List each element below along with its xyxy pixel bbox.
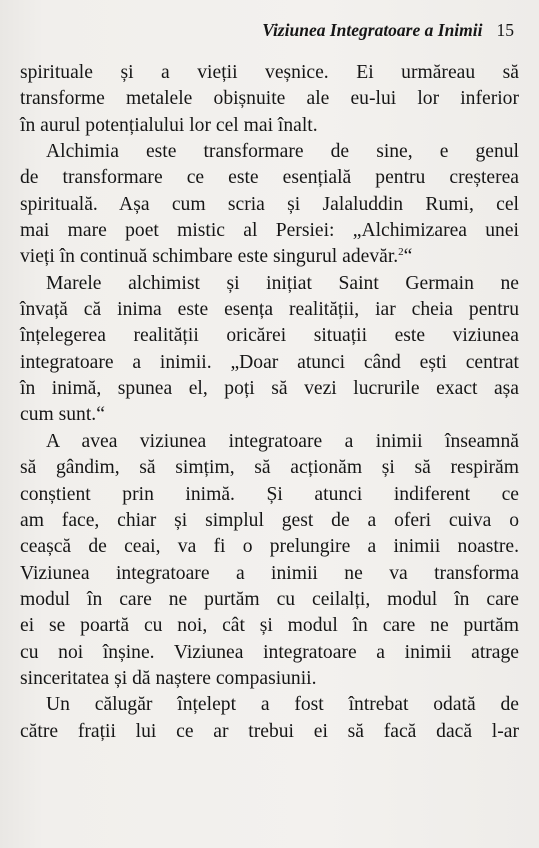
line-text: Viziunea integratoare a inimii ne va transforma — [20, 562, 519, 584]
text-line — [20, 113, 519, 139]
text-line — [20, 297, 519, 323]
text-line — [20, 218, 519, 244]
text-line — [20, 534, 519, 560]
text-line — [20, 323, 519, 349]
line-text: ceașcă de ceai, va fi o prelungire a inimii noastre. — [20, 536, 519, 558]
text-line — [20, 613, 519, 639]
paragraph — [20, 692, 519, 745]
text-line — [20, 271, 519, 297]
text-line — [20, 192, 519, 218]
page-number: 15 — [496, 20, 514, 40]
text-line — [20, 350, 519, 376]
text-line — [20, 86, 519, 112]
text-line — [20, 587, 519, 613]
line-text: către frații lui ce ar trebui ei să facă dacă l-ar — [20, 720, 519, 742]
paragraph — [20, 60, 519, 139]
line-text: spirituale și a vieții veșnice. Ei urmăreau să — [20, 62, 519, 83]
line-text: învață că inima este esența realității, iar cheia pentru — [20, 299, 519, 321]
line-text: vieți în continuă schimbare este singurul adevăr. — [20, 246, 399, 268]
text-line — [20, 692, 519, 718]
line-text: Un călugăr înțelept a fost întrebat odată de — [46, 694, 519, 716]
line-text: în aurul potențialului lor cel mai înalt. — [20, 114, 318, 136]
closing-quote: “ — [403, 246, 413, 268]
line-text: sinceritatea și dă naștere compasiunii. — [20, 667, 317, 689]
line-text: am face, chiar și simplul gest de a oferi cuiva o — [20, 509, 519, 531]
text-line — [20, 376, 519, 402]
paragraph — [20, 429, 519, 692]
text-line — [20, 666, 519, 692]
running-title: Viziunea Integratoare a Inimii — [262, 20, 483, 40]
line-text: Alchimia este transformare de sine, e genul — [46, 141, 519, 163]
paragraph — [20, 139, 519, 271]
line-text: integratoare a inimii. „Doar atunci când ești centrat — [20, 351, 519, 373]
line-text: în inimă, spunea el, poți să vezi lucrurile exact așa — [20, 378, 519, 400]
line-text: modul în care ne purtăm cu ceilalți, modul în care — [20, 588, 519, 610]
text-line — [20, 165, 519, 191]
text-line — [20, 244, 519, 270]
line-text: Marele alchimist și inițiat Saint Germain ne — [46, 272, 519, 294]
text-line — [20, 402, 519, 428]
line-text: spirituală. Așa cum scria și Jalaluddin Rumi, cel — [20, 193, 519, 215]
footnote-ref: 2 — [398, 246, 404, 259]
text-line — [20, 561, 519, 587]
line-text: cu noi înșine. Viziunea integratoare a inimii atrage — [20, 641, 519, 663]
line-text: conștient prin inimă. Și atunci indiferent ce — [20, 483, 519, 505]
text-line — [20, 429, 519, 455]
text-line — [20, 60, 519, 86]
paragraph — [20, 271, 519, 429]
line-text: cum sunt.“ — [20, 404, 105, 426]
line-text: ei se poartă cu noi, cât și modul în care ne purtăm — [20, 615, 519, 637]
line-text: înțelegerea realității oricărei situații este viziunea — [20, 325, 519, 347]
line-text: A avea viziunea integratoare a inimii înseamnă — [46, 430, 519, 452]
text-line — [20, 482, 519, 508]
line-text: să gândim, să simțim, să acționăm și să respirăm — [20, 457, 519, 479]
text-line — [20, 455, 519, 481]
line-text: mai mare poet mistic al Persiei: „Alchimizarea unei — [20, 220, 519, 242]
text-line — [20, 508, 519, 534]
running-header — [262, 20, 514, 41]
text-line — [20, 139, 519, 165]
text-line — [20, 640, 519, 666]
line-text: de transformare ce este esențială pentru creșterea — [20, 167, 519, 189]
line-text: transforme metalele obișnuite ale eu-lui lor inferior — [20, 88, 519, 110]
body-text — [20, 60, 519, 745]
text-line — [20, 719, 519, 745]
